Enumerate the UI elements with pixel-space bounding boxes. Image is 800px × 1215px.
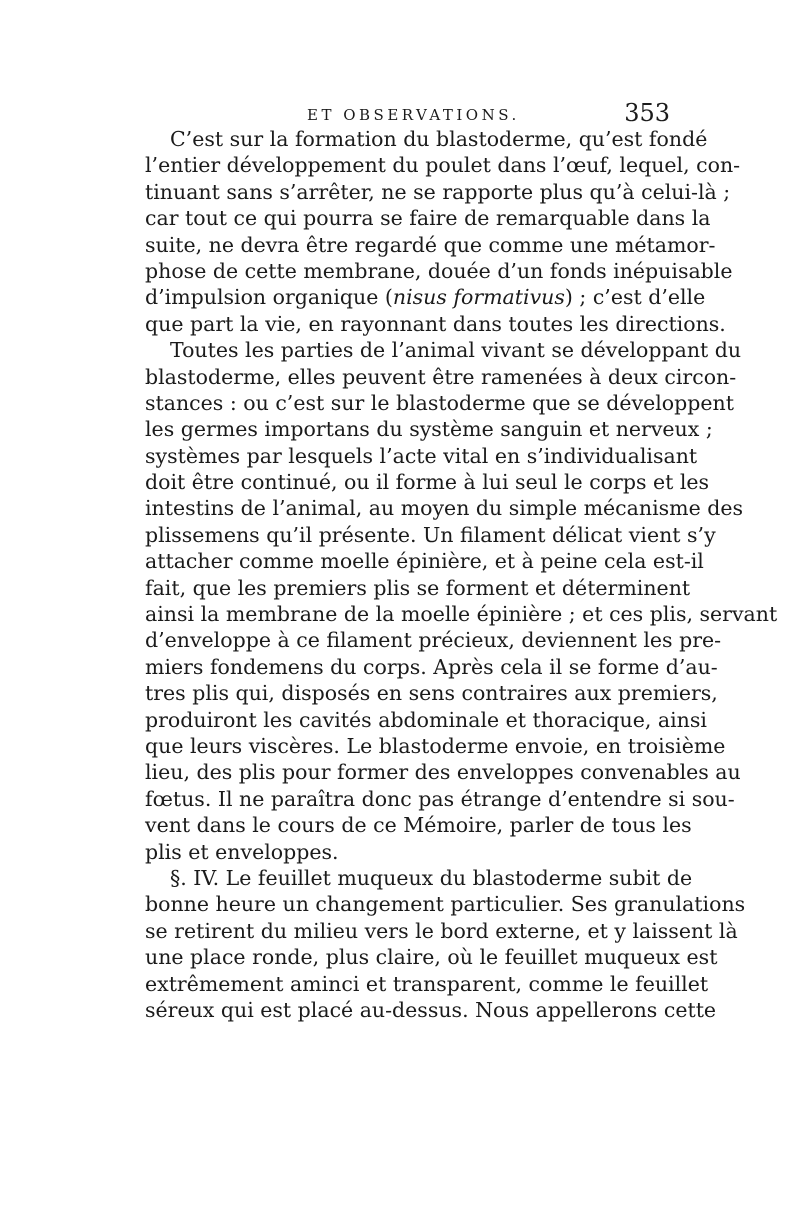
text-line — [145, 284, 706, 310]
text-line: stances : ou c’est sur le blastoderme que se développent — [145, 390, 734, 415]
text-line: se retirent du milieu vers le bord externe, et y laissent là — [145, 918, 738, 943]
text-line: que leurs viscères. Le blastoderme envoie, en troisième — [145, 733, 726, 758]
text-run: ) ; c’est d’elle — [564, 285, 706, 310]
text-line: les germes importans du système sanguin et nerveux ; — [145, 417, 713, 442]
body-text — [145, 126, 778, 1023]
text-line: suite, ne devra être regardé que comme une métamor- — [145, 232, 716, 257]
text-line: produiront les cavités abdominale et thoracique, ainsi — [145, 707, 707, 732]
text-line: car tout ce qui pourra se faire de remarquable dans la — [145, 206, 711, 231]
running-title: ET OBSERVATIONS. — [307, 106, 520, 124]
text-line: phose de cette membrane, douée d’un fonds inépuisable — [145, 258, 733, 283]
text-line: fœtus. Il ne paraîtra donc pas étrange d’entendre si sou- — [145, 786, 735, 811]
text-line: lieu, des plis pour former des enveloppes convenables au — [145, 760, 741, 785]
text-line: plis et enveloppes. — [145, 839, 339, 864]
text-line: d’enveloppe à ce filament précieux, deviennent les pre- — [145, 628, 722, 653]
text-line: tres plis qui, disposés en sens contraires aux premiers, — [145, 681, 718, 706]
running-head — [145, 101, 670, 129]
text-line: une place ronde, plus claire, où le feuillet muqueux est — [145, 945, 718, 970]
text-line: C’est sur la formation du blastoderme, qu’est fondé — [170, 127, 708, 151]
text-line: bonne heure un changement particulier. Ses granulations — [145, 892, 746, 917]
text-line: attacher comme moelle épinière, et à peine cela est-il — [145, 549, 704, 574]
text-line: extrêmement aminci et transparent, comme le feuillet — [145, 971, 709, 996]
text-line: ainsi la membrane de la moelle épinière ; et ces plis, servant — [145, 602, 778, 627]
text-line: tinuant sans s’arrêter, ne se rapporte plus qu’à celui-là ; — [145, 179, 731, 204]
text-line: fait, que les premiers plis se forment et déterminent — [145, 575, 691, 600]
text-line: doit être continué, ou il forme à lui seul le corps et les — [145, 470, 710, 495]
text-line: blastoderme, elles peuvent être ramenées à deux circon- — [145, 364, 737, 389]
text-line: intestins de l’animal, au moyen du simple mécanisme des — [145, 496, 744, 521]
text-line: §. IV. Le feuillet muqueux du blastoderme subit de — [170, 865, 693, 890]
text-line: l’entier développement du poulet dans l’œuf, lequel, con- — [145, 153, 741, 178]
text-line: miers fondemens du corps. Après cela il se forme d’au- — [145, 654, 718, 679]
text-line: séreux qui est placé au-dessus. Nous appellerons cette — [145, 997, 717, 1022]
text-line: systèmes par lesquels l’acte vital en s’individualisant — [145, 443, 698, 468]
italic-term: nisus formativus — [392, 285, 565, 310]
text-line: Toutes les parties de l’animal vivant se développant du — [170, 338, 742, 363]
page-number: 353 — [624, 99, 670, 127]
text-line: vent dans le cours de ce Mémoire, parler de tous les — [145, 813, 692, 838]
text-line: que part la vie, en rayonnant dans toutes les directions. — [145, 311, 726, 336]
text-run: d’impulsion organique ( — [145, 285, 393, 310]
text-line: plissemens qu’il présente. Un filament délicat vient s’y — [145, 522, 716, 547]
